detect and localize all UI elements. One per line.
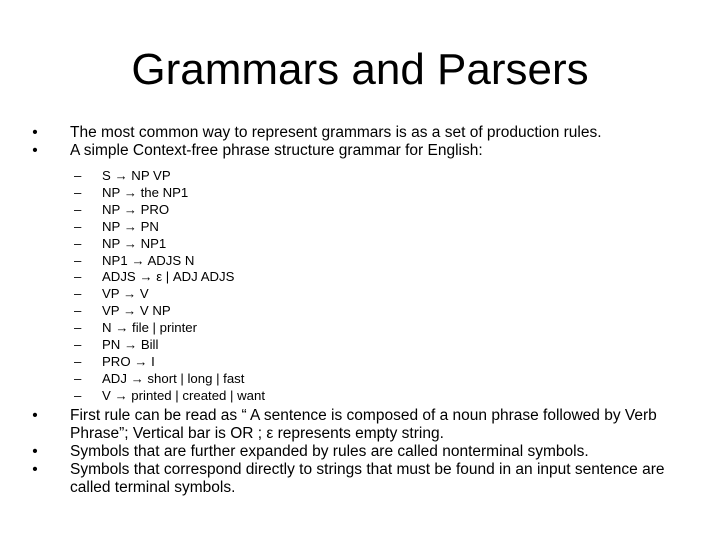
- bullet-marker: •: [32, 142, 38, 159]
- rule-item: [28, 185, 698, 202]
- bullet-text: First rule can be read as “ A sentence is composed of a noun phrase followed by Verb Phrase”; Vertical bar is OR ; ε represents empty string.: [70, 406, 657, 442]
- rule-item: [28, 202, 698, 219]
- rule-text: NP1 → ADJS N: [102, 252, 195, 268]
- rule-text: PRO → I: [102, 353, 155, 369]
- rule-item: [28, 168, 698, 185]
- rule-text: VP → V NP: [102, 303, 171, 319]
- rule-text: NP → PN: [102, 218, 159, 234]
- rule-item: [28, 320, 698, 337]
- dash-marker: –: [74, 353, 82, 369]
- dash-marker: –: [74, 387, 82, 403]
- rule-item: [28, 219, 698, 236]
- bullet-marker: •: [32, 442, 38, 460]
- bullet-item: [28, 407, 698, 443]
- dash-marker: –: [74, 252, 82, 268]
- rule-item: [28, 253, 698, 270]
- bullet-marker: •: [32, 460, 38, 478]
- rule-text: PN → Bill: [102, 337, 159, 353]
- rule-text: NP → NP1: [102, 235, 167, 251]
- rule-text: ADJ → short | long | fast: [102, 370, 245, 386]
- rule-item: [28, 286, 698, 303]
- rule-text: NP → the NP1: [102, 184, 189, 200]
- rule-text: V → printed | created | want: [102, 387, 265, 403]
- dash-marker: –: [74, 286, 82, 302]
- dash-marker: –: [74, 235, 82, 251]
- rule-text: VP → V: [102, 286, 149, 302]
- rule-item: [28, 371, 698, 388]
- dash-marker: –: [74, 218, 82, 234]
- bullet-item: [28, 142, 698, 160]
- rule-text: NP → PRO: [102, 201, 170, 217]
- bullet-text: Symbols that are further expanded by rules are called nonterminal symbols.: [70, 442, 589, 460]
- bullet-list: [28, 124, 698, 497]
- dash-marker: –: [74, 303, 82, 319]
- dash-marker: –: [74, 168, 82, 183]
- bullet-text: A simple Context-free phrase structure grammar for English:: [70, 142, 483, 159]
- grammar-rules-list: [28, 168, 698, 405]
- rule-item: [28, 236, 698, 253]
- rule-text: N → file | printer: [102, 320, 198, 336]
- bullet-marker: •: [32, 124, 38, 141]
- rule-item: [28, 303, 698, 320]
- bullet-item: [28, 461, 698, 497]
- bullet-text: The most common way to represent grammars is as a set of production rules.: [70, 124, 602, 141]
- dash-marker: –: [74, 370, 82, 386]
- bullet-item: [28, 124, 698, 142]
- rule-item: [28, 354, 698, 371]
- dash-marker: –: [74, 269, 82, 285]
- dash-marker: –: [74, 337, 82, 353]
- rule-item: [28, 269, 698, 286]
- rule-text: S → NP VP: [102, 168, 171, 183]
- rule-item: [28, 337, 698, 354]
- slide-title: Grammars and Parsers: [131, 45, 589, 94]
- rule-item: [28, 388, 698, 405]
- bullet-marker: •: [32, 406, 38, 424]
- bullet-item: [28, 443, 698, 461]
- dash-marker: –: [74, 201, 82, 217]
- bullet-text: Symbols that correspond directly to strings that must be found in an input sentence are called terminal symbols.: [70, 460, 665, 496]
- dash-marker: –: [74, 184, 82, 200]
- dash-marker: –: [74, 320, 82, 336]
- rule-text: ADJS → ε | ADJ ADJS: [102, 269, 235, 285]
